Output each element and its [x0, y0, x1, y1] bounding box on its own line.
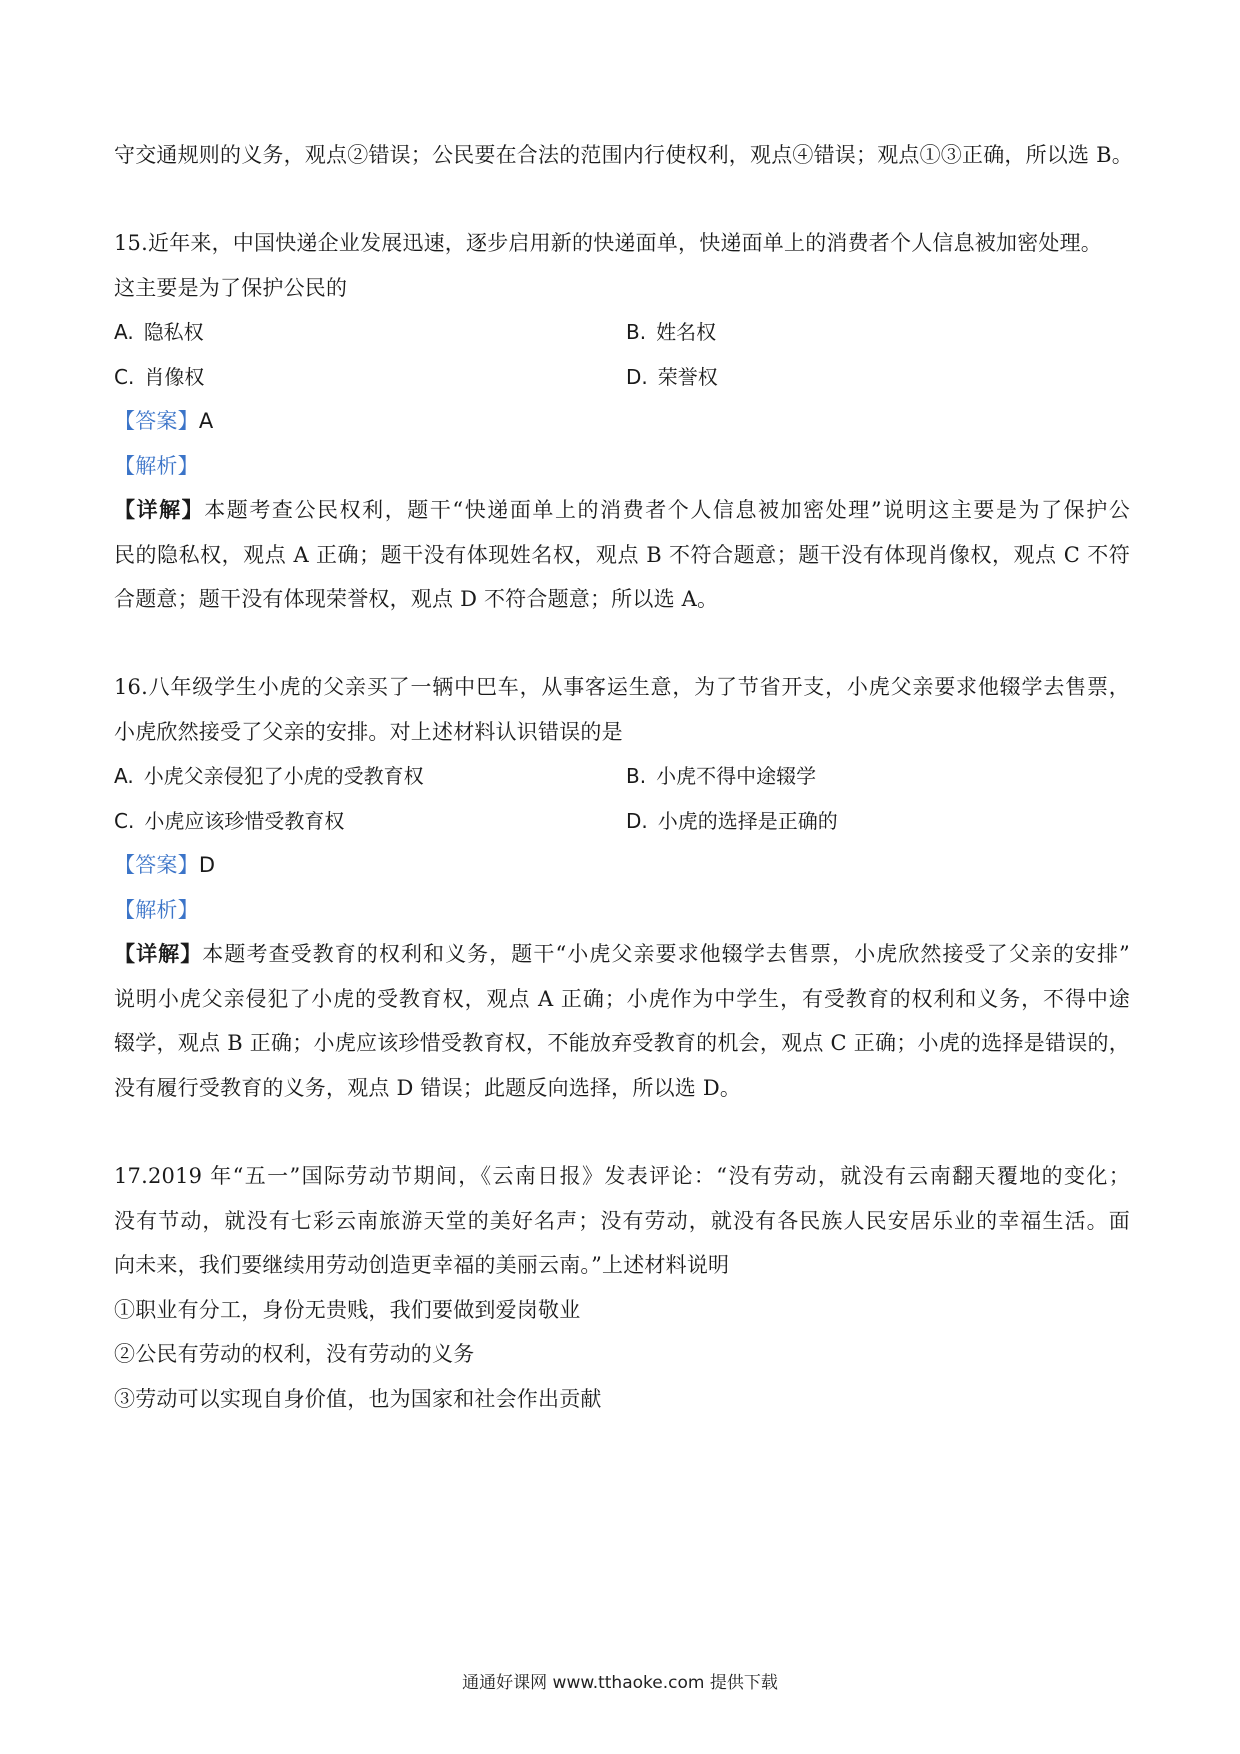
- q16-option-b-text: 小虎不得中途辍学: [656, 764, 817, 788]
- q15-analysis-tag: 【解析】: [114, 454, 199, 478]
- q17-stem-line2: 没有节动，就没有七彩云南旅游天堂的美好名声；没有劳动，就没有各民族人民安居乐业的幸福生活。面: [114, 1209, 1130, 1233]
- q15-answer: [114, 406, 1130, 436]
- q15-option-a: [114, 317, 204, 347]
- q15-stem-line2: 这主要是为了保护公民的: [114, 276, 348, 300]
- q15-option-c-text: 肖像权: [144, 365, 205, 389]
- q15-option-b-label: B.: [626, 320, 647, 344]
- q15-analysis: [114, 451, 1130, 481]
- q15-option-a-label: A.: [114, 320, 134, 344]
- q16-option-a-label: A.: [114, 764, 134, 788]
- continuation-text: 守交通规则的义务，观点②错误；公民要在合法的范围内行使权利，观点④错误；观点①③正确，所以选 B。: [114, 143, 1133, 167]
- q16-detail-text1: 本题考查受教育的权利和义务，题干“小虎父亲要求他辍学去售票，小虎欣然接受了父亲的安排”: [202, 942, 1130, 966]
- q16-option-b-label: B.: [626, 764, 647, 788]
- q15-detail-text1: 本题考查公民权利，题干“快递面单上的消费者个人信息被加密处理”说明这主要是为了保护公: [204, 498, 1130, 522]
- q15-option-b: [626, 317, 716, 347]
- q16-option-a: [114, 761, 424, 791]
- q15-option-d: [626, 362, 718, 392]
- q16-option-b: [626, 761, 816, 791]
- q16-answer-value: D: [198, 853, 216, 877]
- q15-detail-line2: 民的隐私权，观点 A 正确；题干没有体现姓名权，观点 B 不符合题意；题干没有体现肖像权，观点 C 不符: [114, 543, 1130, 567]
- q16-answer: [114, 850, 1130, 880]
- q16-option-d: [626, 806, 838, 836]
- q16-detail-line1: [114, 939, 1130, 969]
- q17-item-1: ①职业有分工，身份无贵贱，我们要做到爱岗敬业: [114, 1298, 581, 1322]
- page-footer: 通通好课网 www.tthaoke.com 提供下载: [462, 1673, 778, 1693]
- q16-stem-line2: 小虎欣然接受了父亲的安排。对上述材料认识错误的是: [114, 720, 623, 744]
- q16-analysis-tag: 【解析】: [114, 898, 199, 922]
- q16-detail-tag: 【详解】: [114, 941, 203, 966]
- q15-option-d-text: 荣誉权: [657, 365, 718, 389]
- q15-answer-tag: 【答案】: [114, 409, 199, 433]
- q16-option-c: [114, 806, 344, 836]
- q15-stem-line1: 15.近年来，中国快递企业发展迅速，逐步启用新的快递面单，快递面单上的消费者个人信息被加密处理。: [114, 231, 1102, 255]
- q15-option-d-label: D.: [626, 365, 648, 389]
- q16-detail-line3: 辍学，观点 B 正确；小虎应该珍惜受教育权，不能放弃受教育的机会，观点 C 正确；小虎的选择是错误的，: [114, 1031, 1130, 1055]
- q16-option-c-label: C.: [114, 809, 135, 833]
- q15-option-c-label: C.: [114, 365, 135, 389]
- q15-detail-line1: [114, 495, 1130, 525]
- q15-option-b-text: 姓名权: [656, 320, 717, 344]
- q16-option-d-text: 小虎的选择是正确的: [657, 809, 838, 833]
- q17-stem-line3: 向未来，我们要继续用劳动创造更幸福的美丽云南。”上述材料说明: [114, 1253, 730, 1277]
- q16-detail-line4: 没有履行受教育的义务，观点 D 错误；此题反向选择，所以选 D。: [114, 1076, 742, 1100]
- q16-option-a-text: 小虎父亲侵犯了小虎的受教育权: [143, 764, 424, 788]
- q16-detail-line2: 说明小虎父亲侵犯了小虎的受教育权，观点 A 正确；小虎作为中学生，有受教育的权利和义务，不得中途: [114, 987, 1130, 1011]
- q16-analysis: [114, 895, 1130, 925]
- q15-option-a-text: 隐私权: [143, 320, 204, 344]
- q17-item-2: ②公民有劳动的权利，没有劳动的义务: [114, 1342, 475, 1366]
- q16-option-d-label: D.: [626, 809, 648, 833]
- q15-option-c: [114, 362, 204, 392]
- q16-option-c-text: 小虎应该珍惜受教育权: [144, 809, 345, 833]
- q15-answer-value: A: [198, 409, 214, 433]
- q17-stem-line1: 17.2019 年“五一”国际劳动节期间，《云南日报》发表评论：“没有劳动，就没有云南翻天覆地的变化；: [114, 1164, 1130, 1188]
- q16-answer-tag: 【答案】: [114, 853, 199, 877]
- q15-detail-tag: 【详解】: [114, 497, 205, 522]
- q16-stem-line1: 16.八年级学生小虎的父亲买了一辆中巴车，从事客运生意，为了节省开支，小虎父亲要求他辍学去售票，: [114, 675, 1130, 699]
- q15-detail-line3: 合题意；题干没有体现荣誉权，观点 D 不符合题意；所以选 A。: [114, 587, 719, 611]
- q17-item-3: ③劳动可以实现自身价值，也为国家和社会作出贡献: [114, 1387, 602, 1411]
